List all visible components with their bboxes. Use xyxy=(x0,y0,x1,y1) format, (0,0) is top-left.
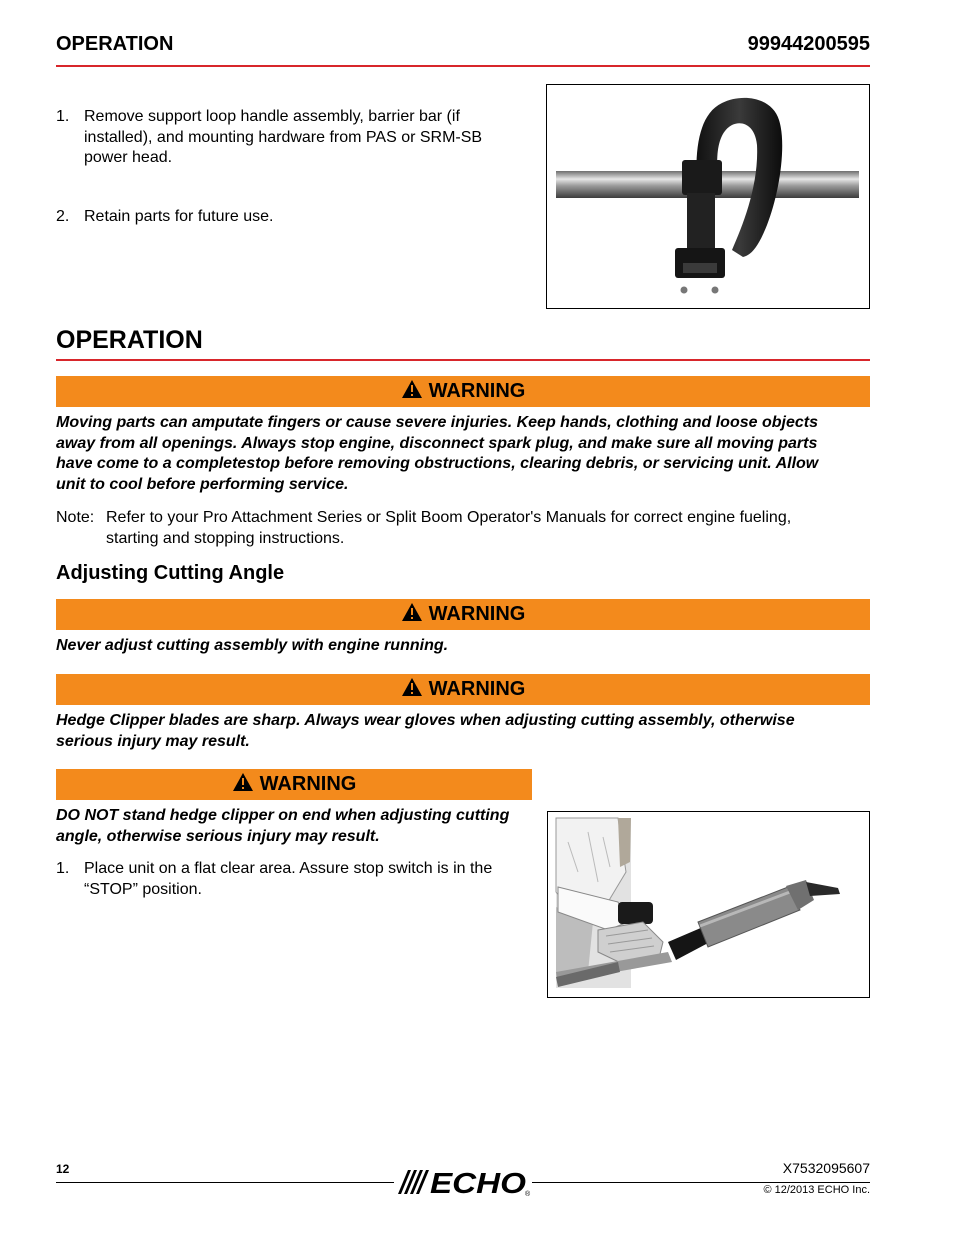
figure-handle-assembly xyxy=(546,84,870,309)
footer-page-number: 12 xyxy=(56,1162,70,1176)
svg-text:ECHO: ECHO xyxy=(430,1168,527,1198)
removal-step-2 xyxy=(56,207,516,228)
warning-bar-engine-running xyxy=(56,599,870,630)
warning-triangle-icon xyxy=(401,602,423,628)
adjusting-title: Adjusting Cutting Angle xyxy=(56,562,285,584)
note-label: Note: xyxy=(56,509,95,526)
warning-label: WARNING xyxy=(428,603,526,625)
note-text: Refer to your Pro Attachment Series or Split Boom Operator's Manuals for correct engine fueling, starting and stopping instructions. xyxy=(106,509,792,547)
removal-step-1 xyxy=(56,107,516,169)
step-text: Place unit on a flat clear area. Assure stop switch is in the “STOP” position. xyxy=(84,860,493,898)
svg-text:®: ® xyxy=(525,1191,531,1198)
operation-title: OPERATION xyxy=(56,326,203,354)
warning-triangle-icon xyxy=(232,772,254,798)
footer-doc-code: X7532095607 xyxy=(782,1160,870,1176)
warning-bar-sharp-blades xyxy=(56,674,870,705)
footer-copyright: © 12/2013 ECHO Inc. xyxy=(763,1184,870,1196)
header-part-number: 99944200595 xyxy=(747,33,870,55)
echo-logo xyxy=(396,1166,536,1198)
warning-triangle-icon xyxy=(401,379,423,405)
warning-text-stand-on-end: DO NOT stand hedge clipper on end when adjusting cutting angle, otherwise serious injury may result. xyxy=(56,807,510,845)
step-text: Retain parts for future use. xyxy=(84,208,274,225)
adjust-step-1 xyxy=(56,859,536,901)
step-number: 1. xyxy=(56,108,70,125)
operation-rule xyxy=(56,359,870,361)
header-section-title: OPERATION xyxy=(56,33,174,55)
step-number: 2. xyxy=(56,208,70,225)
warning-text-engine-running: Never adjust cutting assembly with engine running. xyxy=(56,637,449,654)
warning-text-moving-parts: Moving parts can amputate fingers or cause severe injuries. Keep hands, clothing and loose objects away from all openings. Always stop engine, disconnect spark plug, and make sure all moving parts have come to a completestop before removing obstructions, clearing debris, or servicing unit. Allow unit to cool before performing service. xyxy=(56,414,819,493)
step-text: Remove support loop handle assembly, barrier bar (if installed), and mounting hardware from PAS or SRM-SB power head. xyxy=(84,108,483,166)
warning-label: WARNING xyxy=(428,678,526,700)
note xyxy=(56,508,870,550)
handle-illustration xyxy=(547,85,869,308)
warning-text-sharp-blades: Hedge Clipper blades are sharp. Always wear gloves when adjusting cutting assembly, otherwise serious injury may result. xyxy=(56,712,795,750)
warning-label: WARNING xyxy=(259,773,357,795)
warning-bar-stand-on-end xyxy=(56,769,532,800)
footer-rule-right xyxy=(532,1182,870,1183)
warning-label: WARNING xyxy=(428,380,526,402)
figure-cutting-angle xyxy=(547,811,870,998)
footer-rule-left xyxy=(56,1182,394,1183)
step-number: 1. xyxy=(56,860,70,877)
warning-triangle-icon xyxy=(401,677,423,703)
hedge-clipper-illustration xyxy=(548,812,869,997)
warning-bar-moving-parts xyxy=(56,376,870,407)
header-rule xyxy=(56,65,870,67)
